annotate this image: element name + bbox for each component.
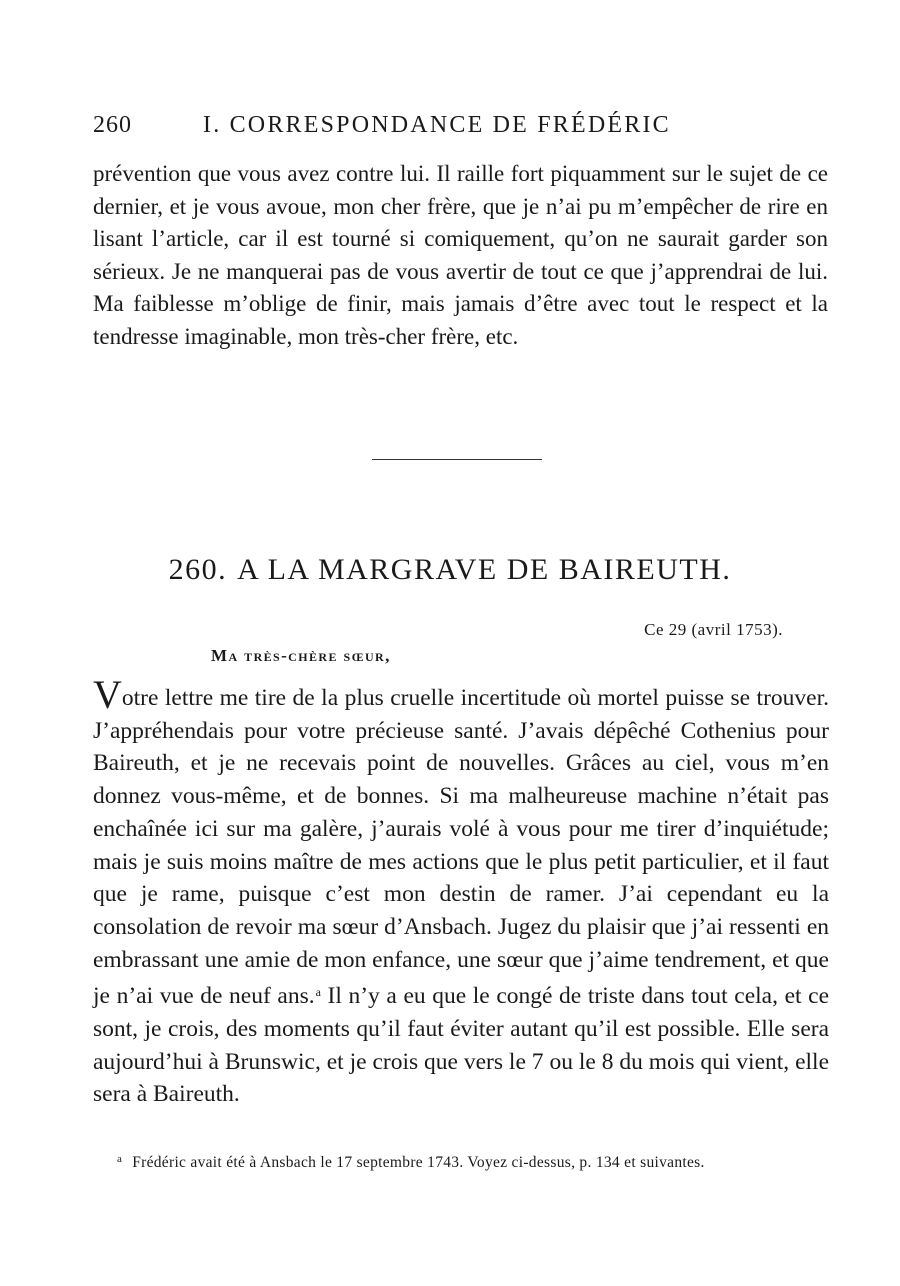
- letter-salutation: Ma très-chère sœur,: [211, 646, 391, 665]
- footnote-text: Frédéric avait été à Ansbach le 17 septembre 1743. Voyez ci-dessus, p. 134 et suivantes.: [132, 1154, 705, 1171]
- letter-dateline: Ce 29 (avril 1753).: [644, 620, 783, 639]
- continuation-paragraph: prévention que vous avez contre lui. Il raille fort piquamment sur le sujet de ce dernier, et je vous avoue, mon cher frère, que je n’ai pu m’empêcher de rire en lisant l’article, car il est tourné si comiquement, qu’on ne saurait garder son sérieux. Je ne manquerai pas de vous avertir de tout ce que j’apprendrai de lui. Ma faiblesse m’oblige de finir, mais jamais d’être avec tout le respect et la tendresse imaginable, mon très-cher frère, etc.: [93, 161, 828, 349]
- drop-cap: V: [93, 672, 122, 717]
- footnote-mark: a: [117, 1153, 123, 1165]
- letter-body-part-1: otre lettre me tire de la plus cruelle incertitude où mortel puisse se trouver. J’appréhendais pour votre précieuse santé. J’avais dépêché Cothenius pour Baireuth, et je ne recevais point de nouvelles. Grâces au ciel, vous m’en donnez vous-même, et de bonnes. Si ma malheureuse machine n’était pas enchaînée ici sur ma galère, j’aurais volé à vous pour me tirer d’inquiétude; mais je suis moins maître de mes actions que le plus petit particulier, et il faut que je rame, puisque c’est mon destin de ramer. J’ai cependant eu la consolation de revoir ma sœur d’Ansbach. Jugez du plaisir que j’ai ressenti en embrassant une amie de mon enfance, une sœur que j’aime tendrement, et que je n’ai vue de neuf ans.: [93, 685, 829, 1010]
- letter-heading: [0, 553, 900, 587]
- letter-number: 260.: [168, 553, 228, 586]
- letter-body-part-2: Il n’y a eu que le congé de triste dans tout cela, et ce sont, je crois, des moments qu’il faut éviter autant qu’il est possible. Elle sera aujourd’hui à Brunswic, et je crois que vers le 7 ou le 8 du mois qui vient, elle sera à Baireuth.: [93, 983, 829, 1108]
- footnote: [117, 1153, 705, 1172]
- running-title: I. CORRESPONDANCE DE FRÉDÉRIC: [203, 112, 671, 138]
- section-divider: [372, 459, 542, 460]
- page-number: 260: [93, 112, 132, 138]
- letter-title: A LA MARGRAVE DE BAIREUTH.: [237, 553, 732, 586]
- running-head: [93, 112, 823, 144]
- letter-body: [93, 672, 829, 1111]
- footnote-reference[interactable]: a: [315, 985, 321, 1000]
